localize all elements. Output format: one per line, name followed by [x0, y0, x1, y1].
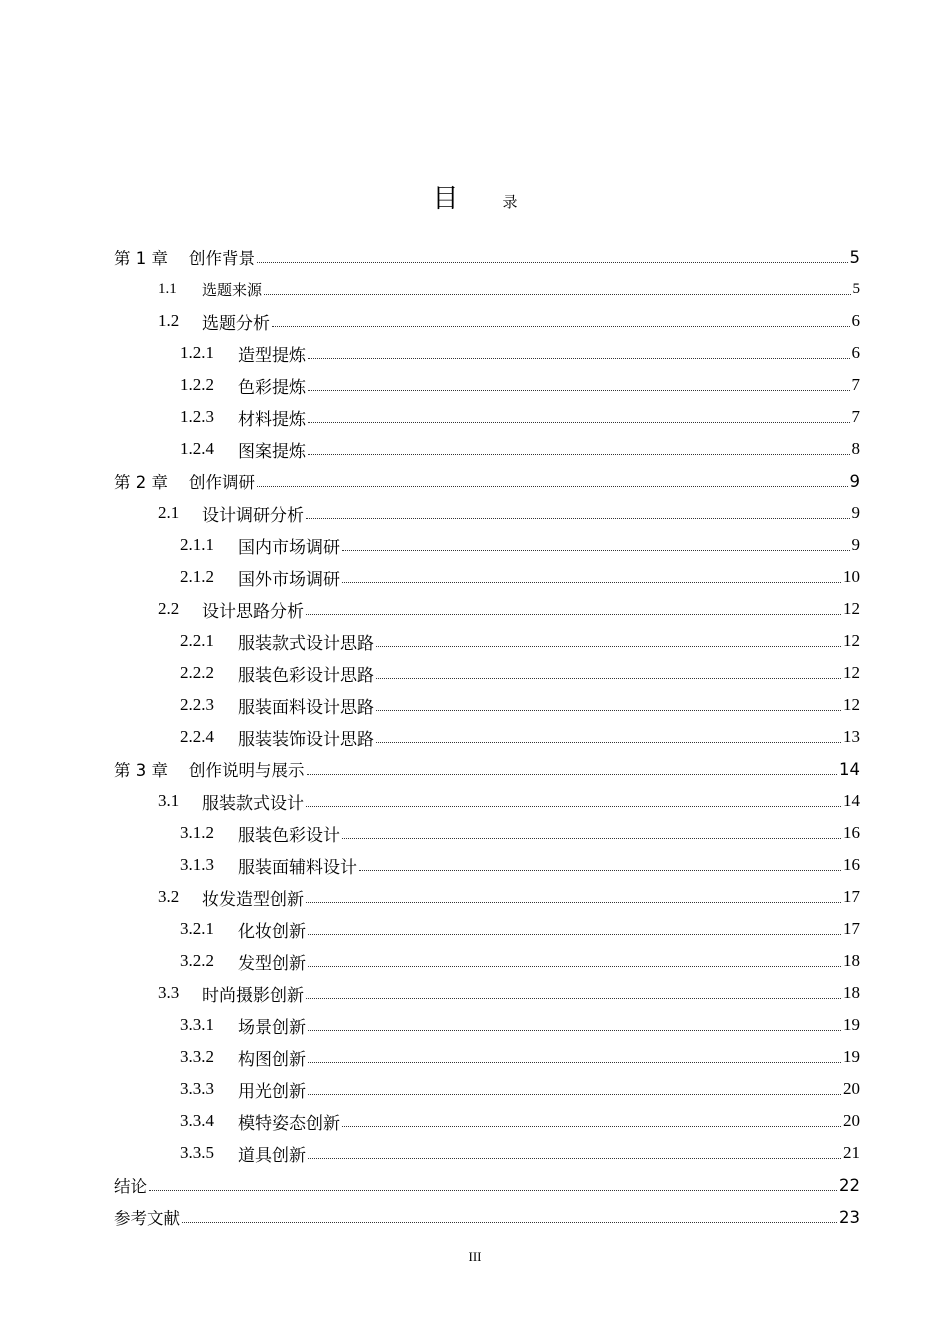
toc-entry-title: 化妆创新 [238, 921, 306, 941]
toc-entry-page: 20 [843, 1079, 860, 1098]
toc-entry-page: 5 [849, 247, 860, 267]
toc-entry-page: 6 [851, 343, 860, 362]
toc-entry-page: 14 [839, 759, 860, 779]
dot-leader [182, 1222, 837, 1223]
toc-entry[interactable] [114, 369, 860, 401]
toc-entry[interactable] [114, 1009, 860, 1041]
toc-entry[interactable] [114, 1137, 860, 1169]
dot-leader [308, 1062, 841, 1063]
toc-entry-number: 2.1.1 [180, 535, 214, 554]
toc-entry-page: 21 [843, 1143, 860, 1162]
toc-entry-page: 16 [843, 855, 860, 874]
toc-entry[interactable] [114, 305, 860, 337]
dot-leader [308, 1158, 841, 1159]
toc-entry[interactable] [114, 561, 860, 593]
toc-entry-page: 12 [843, 631, 860, 650]
dot-leader [308, 966, 841, 967]
toc-entry[interactable] [114, 1073, 860, 1105]
toc-entry[interactable] [114, 593, 860, 625]
toc-entry-title: 场景创新 [238, 1017, 306, 1037]
toc-entry-page: 12 [843, 663, 860, 682]
toc-heading [0, 178, 950, 215]
toc-entry-number: 3.2.2 [180, 951, 214, 970]
toc-entry-page: 12 [843, 599, 860, 618]
dot-leader [306, 518, 850, 519]
dot-leader [306, 614, 841, 615]
toc-entry-title: 创作说明与展示 [189, 761, 305, 780]
dot-leader [376, 742, 841, 743]
toc-entry-number: 3.3.5 [180, 1143, 214, 1162]
toc-entry[interactable] [114, 433, 860, 465]
toc-entry[interactable] [114, 497, 860, 529]
toc-entry-title: 材料提炼 [238, 409, 306, 429]
toc-entry-title: 图案提炼 [238, 441, 306, 461]
toc-entry[interactable] [114, 849, 860, 881]
toc-entry-page: 22 [839, 1175, 860, 1195]
toc-entry-title: 构图创新 [238, 1049, 306, 1069]
toc-entry[interactable] [114, 817, 860, 849]
toc-entry-number: 1.1 [158, 280, 177, 297]
toc-entry-page: 19 [843, 1015, 860, 1034]
toc-entry-page: 12 [843, 695, 860, 714]
dot-leader [308, 390, 850, 391]
dot-leader [264, 294, 850, 295]
toc-entry-number: 1.2.2 [180, 375, 214, 394]
toc-entry-number: 1.2 [158, 311, 180, 330]
dot-leader [376, 710, 841, 711]
toc-entry[interactable] [114, 977, 860, 1009]
dot-leader [376, 678, 841, 679]
toc-entry-number: 第 2 章 [114, 473, 168, 492]
toc-entry-title: 妆发造型创新 [202, 889, 304, 909]
toc-entry-title: 选题分析 [202, 313, 270, 333]
toc-entry-number: 2.2.4 [180, 727, 214, 746]
toc-entry[interactable] [114, 753, 860, 785]
toc-entry-page: 17 [843, 919, 860, 938]
toc-entry-number: 3.3.4 [180, 1111, 214, 1130]
dot-leader [342, 550, 850, 551]
toc-entry-number: 3.3 [158, 983, 180, 1002]
toc-entry-page: 9 [849, 471, 860, 491]
toc-entry[interactable] [114, 1169, 860, 1201]
toc-entry-number: 3.3.1 [180, 1015, 214, 1034]
toc-entry[interactable] [114, 721, 860, 753]
dot-leader [308, 1030, 841, 1031]
dot-leader [307, 774, 838, 775]
dot-leader [308, 1094, 841, 1095]
toc-entry-title: 服装面辅料设计 [238, 857, 357, 877]
toc-entry-title: 用光创新 [238, 1081, 306, 1101]
toc-entry-title: 色彩提炼 [238, 377, 306, 397]
toc-entry[interactable] [114, 689, 860, 721]
toc-entry-page: 18 [843, 983, 860, 1002]
heading-char-1: 目 [432, 184, 459, 214]
toc-entry-number: 1.2.3 [180, 407, 214, 426]
toc-entry-page: 16 [843, 823, 860, 842]
toc-entry-title: 服装款式设计 [202, 793, 304, 813]
toc-entry-title: 设计调研分析 [202, 505, 304, 525]
toc-entry-number: 2.2.2 [180, 663, 214, 682]
toc-entry[interactable] [114, 465, 860, 497]
toc-entry-title: 时尚摄影创新 [202, 985, 304, 1005]
dot-leader [359, 870, 841, 871]
toc-entry-number: 3.2.1 [180, 919, 214, 938]
toc-entry-page: 19 [843, 1047, 860, 1066]
dot-leader [342, 838, 841, 839]
toc-entry-title: 选题来源 [202, 282, 263, 299]
toc-entry-number: 1.2.1 [180, 343, 214, 362]
toc-entry-page: 23 [839, 1207, 860, 1227]
toc-entry-page: 13 [843, 727, 860, 746]
toc-entry-title: 发型创新 [238, 953, 306, 973]
toc-entry-title: 服装款式设计思路 [238, 633, 374, 653]
toc-entry[interactable] [114, 945, 860, 977]
toc-entry-page: 9 [851, 503, 860, 522]
toc-entry-title: 设计思路分析 [202, 601, 304, 621]
toc-entry-page: 8 [851, 439, 860, 458]
dot-leader [308, 934, 841, 935]
toc-entry-number: 3.3.2 [180, 1047, 214, 1066]
toc-entry[interactable] [114, 241, 860, 273]
toc-entry-title: 国外市场调研 [238, 569, 340, 589]
toc-entry-title: 结论 [114, 1177, 147, 1196]
toc-entry-title: 参考文献 [114, 1209, 180, 1228]
toc-entry-number: 1.2.4 [180, 439, 214, 458]
toc-entry[interactable] [114, 785, 860, 817]
toc-entry-page: 14 [843, 791, 860, 810]
toc-entry[interactable] [114, 1105, 860, 1137]
dot-leader [272, 326, 850, 327]
dot-leader [306, 902, 841, 903]
toc-entry[interactable] [114, 657, 860, 689]
dot-leader [308, 422, 850, 423]
table-of-contents [114, 241, 860, 1233]
toc-entry-number: 2.1.2 [180, 567, 214, 586]
dot-leader [308, 454, 850, 455]
toc-entry[interactable] [114, 625, 860, 657]
toc-entry-page: 20 [843, 1111, 860, 1130]
toc-entry-title: 国内市场调研 [238, 537, 340, 557]
toc-entry-title: 道具创新 [238, 1145, 306, 1165]
dot-leader [376, 646, 841, 647]
toc-entry-number: 2.2.1 [180, 631, 214, 650]
toc-entry-page: 5 [852, 280, 860, 297]
toc-entry-page: 7 [851, 407, 860, 426]
toc-entry[interactable] [114, 913, 860, 945]
toc-entry-title: 创作背景 [189, 249, 255, 268]
dot-leader [257, 486, 848, 487]
toc-entry-number: 2.2 [158, 599, 180, 618]
toc-entry-page: 7 [851, 375, 860, 394]
toc-entry-number: 2.2.3 [180, 695, 214, 714]
toc-entry-title: 造型提炼 [238, 345, 306, 365]
toc-entry-title: 创作调研 [189, 473, 255, 492]
toc-entry-number: 第 1 章 [114, 249, 168, 268]
toc-entry-number: 3.3.3 [180, 1079, 214, 1098]
dot-leader [342, 1126, 841, 1127]
toc-entry-page: 9 [851, 535, 860, 554]
toc-entry[interactable] [114, 881, 860, 913]
toc-entry-number: 3.1.2 [180, 823, 214, 842]
dot-leader [308, 358, 850, 359]
toc-entry-title: 服装装饰设计思路 [238, 729, 374, 749]
dot-leader [306, 998, 841, 999]
toc-entry-number: 3.1 [158, 791, 180, 810]
toc-entry-number: 3.2 [158, 887, 180, 906]
toc-entry-title: 服装面料设计思路 [238, 697, 374, 717]
dot-leader [257, 262, 848, 263]
dot-leader [149, 1190, 837, 1191]
toc-entry[interactable] [114, 529, 860, 561]
toc-entry-page: 18 [843, 951, 860, 970]
toc-entry-number: 2.1 [158, 503, 180, 522]
toc-entry-page: 17 [843, 887, 860, 906]
toc-entry-title: 模特姿态创新 [238, 1113, 340, 1133]
toc-entry-page: 6 [851, 311, 860, 330]
toc-entry-number: 3.1.3 [180, 855, 214, 874]
toc-entry[interactable] [114, 401, 860, 433]
toc-entry-number: 第 3 章 [114, 761, 168, 780]
toc-entry[interactable] [114, 1041, 860, 1073]
dot-leader [306, 806, 841, 807]
toc-entry-title: 服装色彩设计思路 [238, 665, 374, 685]
toc-entry-title: 服装色彩设计 [238, 825, 340, 845]
dot-leader [342, 582, 841, 583]
toc-entry[interactable] [114, 1201, 860, 1233]
heading-char-2: 录 [502, 193, 518, 211]
toc-entry-page: 10 [843, 567, 860, 586]
page-number: III [468, 1249, 482, 1264]
toc-entry[interactable] [114, 337, 860, 369]
toc-entry[interactable] [114, 273, 860, 305]
